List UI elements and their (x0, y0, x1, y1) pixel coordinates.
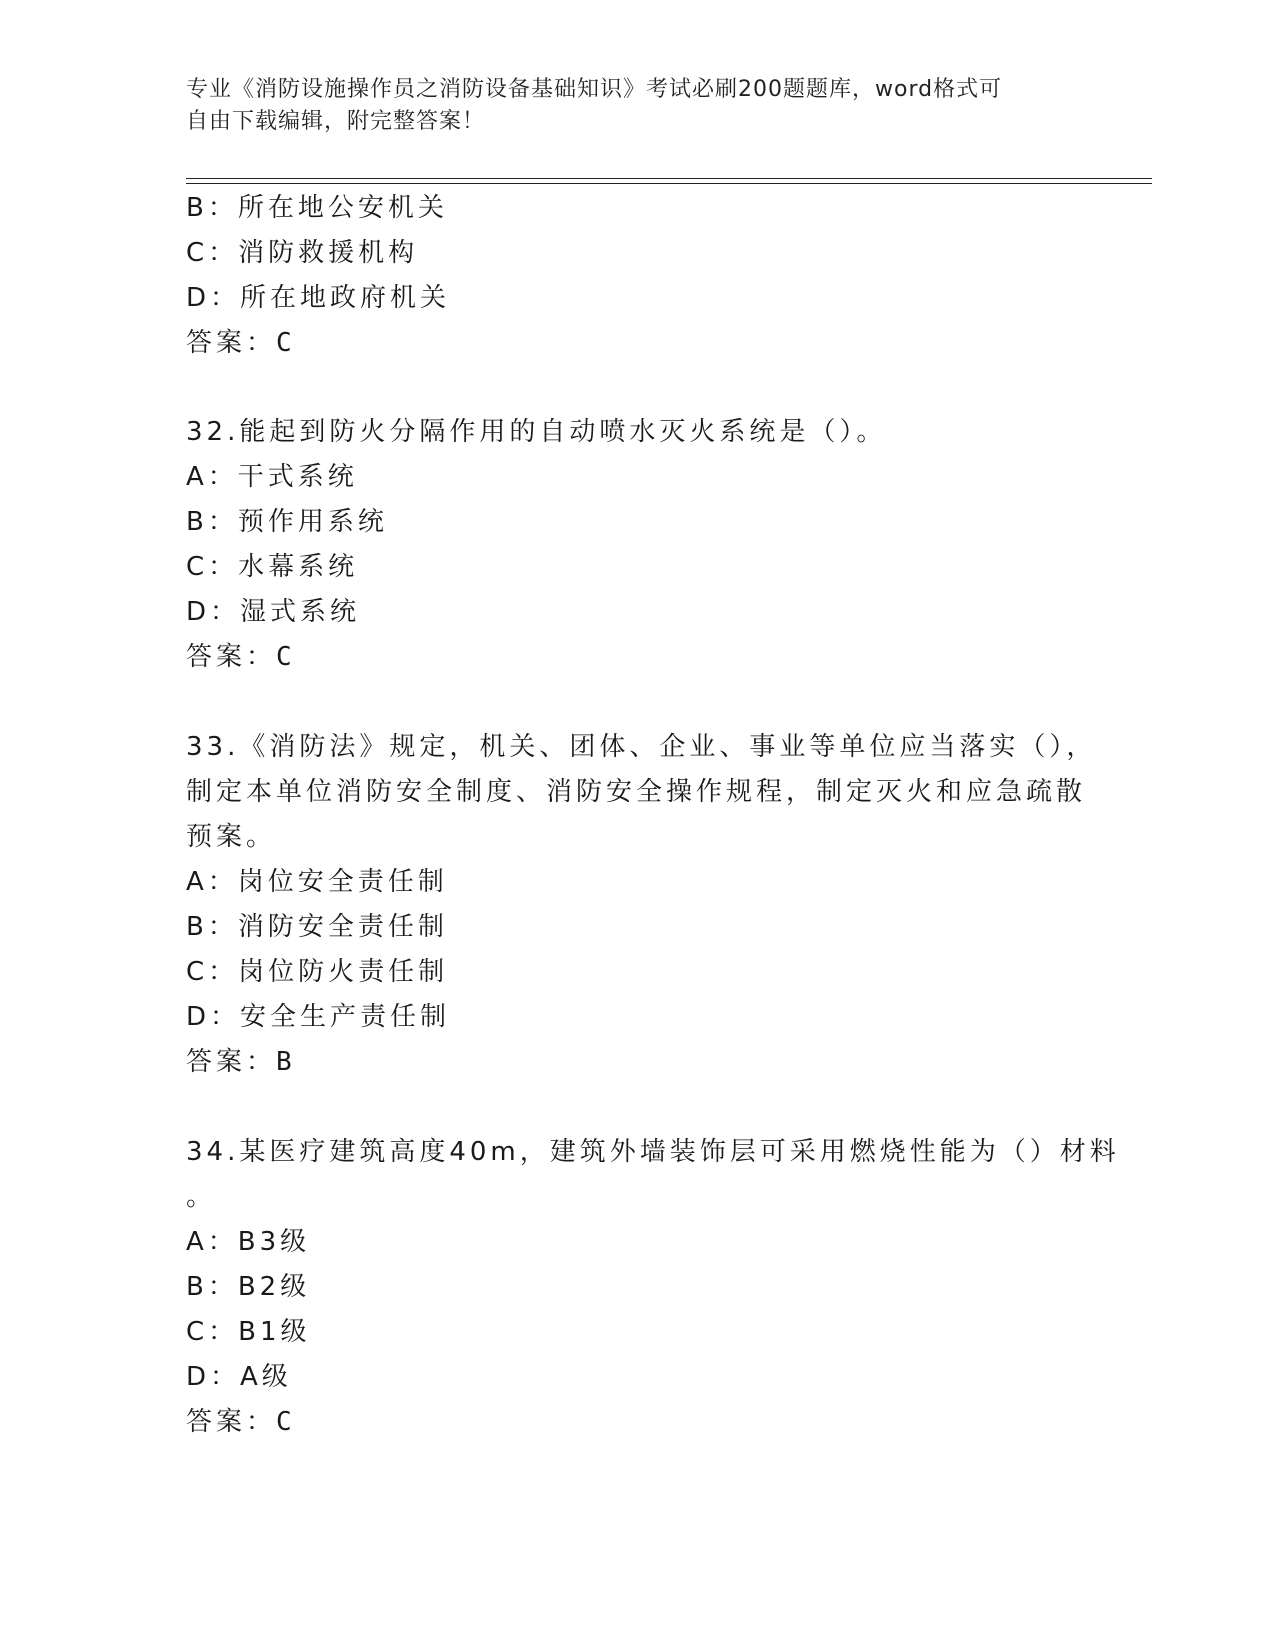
option-a: A：岗位安全责任制 (186, 867, 448, 897)
question-stem-line-1: 33.《消防法》规定，机关、团体、企业、事业等单位应当落实（）， (186, 732, 1097, 762)
answer-value: C (276, 642, 293, 672)
header-divider-bottom (186, 183, 1152, 184)
question-stem-line-3: 预案。 (186, 822, 277, 852)
header-line-2: 自由下载编辑，附完整答案！ (186, 109, 486, 134)
answer-line (186, 1402, 293, 1442)
header-line-1: 专业《消防设施操作员之消防设备基础知识》考试必刷200题题库，word格式可 (186, 77, 1003, 102)
option-a: A：B3级 (186, 1227, 311, 1257)
header-divider-top (186, 178, 1152, 179)
question-stem-line-1: 34.某医疗建筑高度40m，建筑外墙装饰层可采用燃烧性能为（）材料 (186, 1137, 1120, 1167)
option-d: D：湿式系统 (186, 597, 361, 627)
answer-label: 答案： (186, 328, 277, 358)
answer-line (186, 637, 293, 677)
option-c: C：消防救援机构 (186, 238, 419, 268)
question-stem-line-2: 制定本单位消防安全制度、消防安全操作规程，制定灭火和应急疏散 (186, 777, 1087, 807)
option-c: C：岗位防火责任制 (186, 957, 449, 987)
option-a: A：干式系统 (186, 462, 358, 492)
option-b: B：所在地公安机关 (186, 193, 448, 223)
option-d: D：所在地政府机关 (186, 283, 451, 313)
answer-value: C (276, 1407, 293, 1437)
page-header (186, 74, 1066, 138)
answer-line (186, 323, 293, 363)
answer-label: 答案： (186, 642, 277, 672)
option-d: D：安全生产责任制 (186, 1002, 451, 1032)
answer-value: C (276, 328, 293, 358)
answer-value: B (276, 1047, 293, 1077)
option-b: B：预作用系统 (186, 507, 388, 537)
question-stem: 32.能起到防火分隔作用的自动喷水灭火系统是（）。 (186, 417, 887, 447)
answer-line (186, 1042, 293, 1082)
option-b: B：消防安全责任制 (186, 912, 448, 942)
option-d: D：A级 (186, 1362, 292, 1392)
option-c: C：B1级 (186, 1317, 311, 1347)
question-stem-line-2: 。 (186, 1182, 217, 1212)
option-b: B：B2级 (186, 1272, 311, 1302)
answer-label: 答案： (186, 1407, 277, 1437)
option-c: C：水幕系统 (186, 552, 359, 582)
answer-label: 答案： (186, 1047, 277, 1077)
